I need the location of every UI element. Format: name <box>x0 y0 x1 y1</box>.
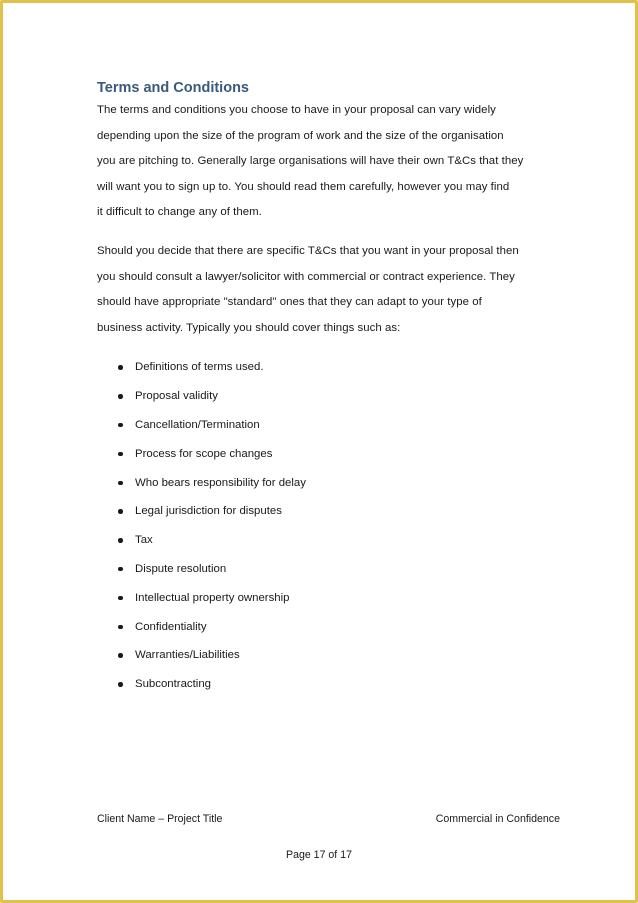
list-item <box>97 526 567 555</box>
document-body <box>97 78 567 699</box>
intro-paragraph <box>97 98 567 226</box>
list-item <box>97 641 567 670</box>
list-item-text: Legal jurisdiction for disputes <box>135 505 282 518</box>
paragraph-line: you should consult a lawyer/solicitor with commercial or contract experience. They <box>97 270 515 283</box>
bullet-icon <box>118 509 123 514</box>
list-item-text: Who bears responsibility for delay <box>135 476 306 489</box>
paragraph-line: you are pitching to. Generally large organisations will have their own T&Cs that they <box>97 155 524 168</box>
paragraph-line: it difficult to change any of them. <box>97 206 262 219</box>
bullet-icon <box>118 423 123 428</box>
paragraph-line: business activity. Typically you should cover things such as: <box>97 321 401 334</box>
list-item-text: Proposal validity <box>135 390 218 403</box>
bullet-icon <box>118 481 123 486</box>
list-item <box>97 469 567 498</box>
list-item-text: Subcontracting <box>135 678 211 691</box>
paragraph-line: The terms and conditions you choose to have in your proposal can vary widely <box>97 104 496 116</box>
paragraph-line: will want you to sign up to. You should read them carefully, however you may find <box>97 180 510 193</box>
bullet-icon <box>118 538 123 543</box>
list-item <box>97 411 567 440</box>
list-item-text: Confidentiality <box>135 620 207 633</box>
list-item <box>97 613 567 642</box>
terms-bullet-list <box>97 353 567 699</box>
list-item-text: Tax <box>135 534 153 547</box>
list-item <box>97 670 567 699</box>
list-item <box>97 497 567 526</box>
list-item <box>97 584 567 613</box>
bullet-icon <box>118 394 123 399</box>
bullet-icon <box>118 625 123 630</box>
list-item-text: Cancellation/Termination <box>135 418 260 431</box>
list-item-text: Intellectual property ownership <box>135 591 290 604</box>
paragraph-line: Should you decide that there are specific T&Cs that you want in your proposal then <box>97 244 519 257</box>
list-item <box>97 440 567 469</box>
paragraph-line: depending upon the size of the program of work and the size of the organisation <box>97 129 504 142</box>
footer-confidentiality: Commercial in Confidence <box>435 813 560 825</box>
bullet-icon <box>118 653 123 658</box>
list-item-text: Warranties/Liabilities <box>135 649 240 662</box>
list-item-text: Definitions of terms used. <box>135 361 264 374</box>
list-item <box>97 382 567 411</box>
bullet-icon <box>118 567 123 572</box>
bullet-icon <box>118 452 123 457</box>
footer-client-project: Client Name – Project Title <box>97 813 223 825</box>
advice-paragraph <box>97 239 567 341</box>
bullet-icon <box>118 682 123 687</box>
bullet-icon <box>118 365 123 370</box>
list-item-text: Process for scope changes <box>135 447 273 460</box>
page-number: Page 17 of 17 <box>286 849 352 861</box>
bullet-icon <box>118 596 123 601</box>
section-heading: Terms and Conditions <box>97 80 249 96</box>
list-item <box>97 353 567 382</box>
list-item-text: Dispute resolution <box>135 562 227 575</box>
paragraph-line: should have appropriate "standard" ones that they can adapt to your type of <box>97 296 482 309</box>
list-item <box>97 555 567 584</box>
